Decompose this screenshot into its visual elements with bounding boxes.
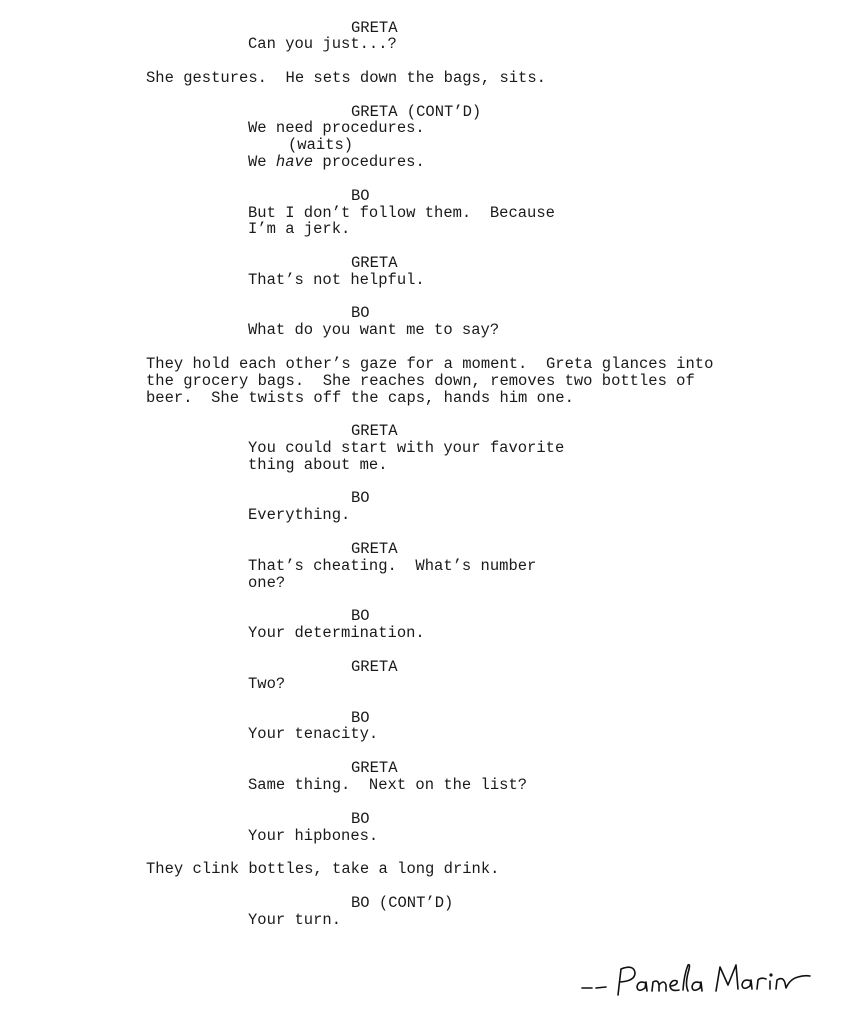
dialogue-line: Two?	[248, 675, 286, 693]
character-name: GRETA	[351, 540, 398, 558]
action-line: They hold each other’s gaze for a moment. Greta glances into	[146, 355, 714, 373]
character-name: GRETA	[351, 422, 398, 440]
character-name: BO	[351, 489, 370, 507]
character-name: GRETA (CONT’D)	[351, 103, 482, 121]
dialogue-line: Your turn.	[248, 911, 342, 929]
dialogue-line: That’s cheating. What’s number	[248, 557, 537, 575]
character-name: GRETA	[351, 759, 398, 777]
dialogue-line: You could start with your favorite	[248, 439, 565, 457]
parenthetical: (waits)	[288, 136, 354, 154]
handwritten-signature	[580, 955, 820, 1000]
dialogue-line: Your hipbones.	[248, 827, 379, 845]
character-name: BO (CONT’D)	[351, 894, 454, 912]
character-name: GRETA	[351, 254, 398, 272]
dialogue-line: Your tenacity.	[248, 725, 379, 743]
dialogue-line: But I don’t follow them. Because	[248, 204, 555, 222]
dialogue-line: Can you just...?	[248, 35, 397, 53]
action-line: They clink bottles, take a long drink.	[146, 860, 500, 878]
dialogue-line: Same thing. Next on the list?	[248, 776, 528, 794]
dialogue-line: Your determination.	[248, 624, 425, 642]
dialogue-line: I’m a jerk.	[248, 220, 351, 238]
action-line: She gestures. He sets down the bags, sits.	[146, 69, 546, 87]
dialogue-line	[248, 154, 425, 171]
emphasis-text: have	[275, 153, 314, 171]
dialogue-line: Everything.	[248, 506, 351, 524]
dialogue-segment: procedures.	[313, 153, 425, 171]
dialogue-line: What do you want me to say?	[248, 321, 500, 339]
character-name: BO	[351, 607, 370, 625]
character-name: BO	[351, 810, 370, 828]
action-line: beer. She twists off the caps, hands him one.	[146, 389, 574, 407]
character-name: BO	[351, 304, 370, 322]
dialogue-line: thing about me.	[248, 456, 388, 474]
character-name: GRETA	[351, 658, 398, 676]
dialogue-line: We need procedures.	[248, 119, 425, 137]
character-name: BO	[351, 187, 370, 205]
dialogue-line: That’s not helpful.	[248, 271, 425, 289]
action-line: the grocery bags. She reaches down, removes two bottles of	[146, 372, 695, 390]
character-name: GRETA	[351, 19, 398, 37]
dialogue-segment: We	[248, 153, 276, 171]
dialogue-line: one?	[248, 574, 286, 592]
character-name: BO	[351, 709, 370, 727]
